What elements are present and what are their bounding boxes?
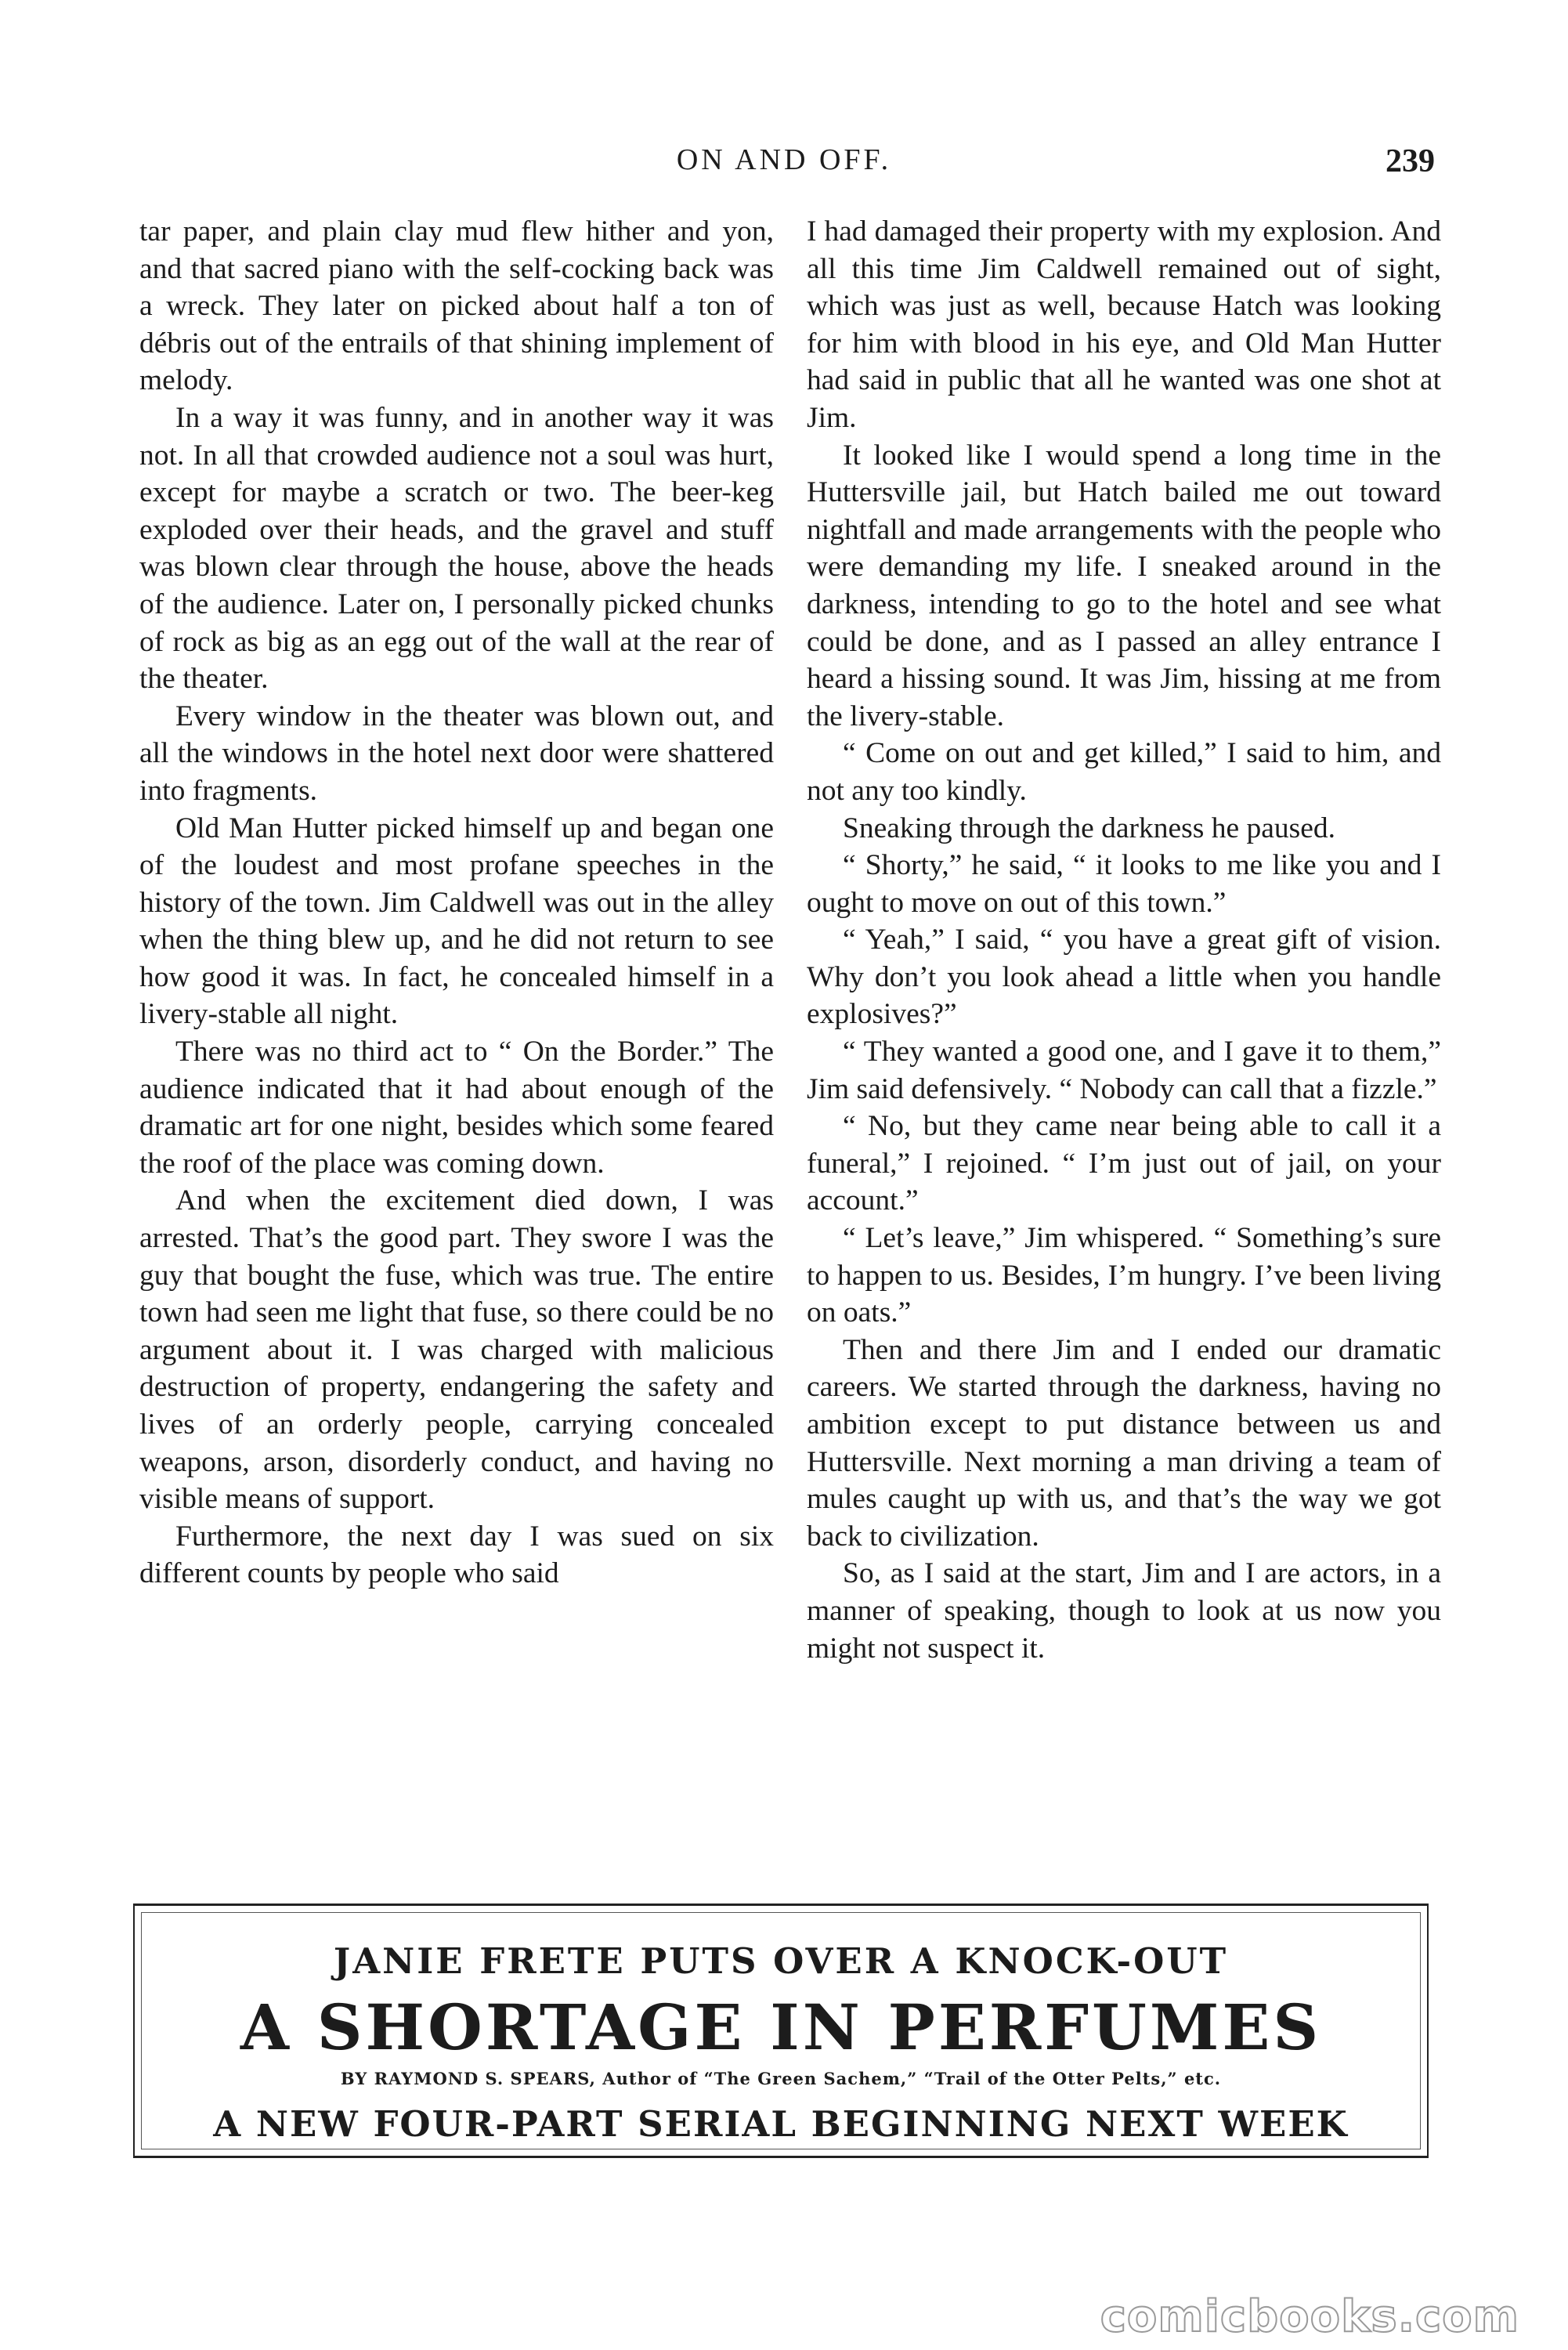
paragraph: There was no third act to “ On the Border.” The audience indicated that it had about enough of the dramatic art for one night, besides which some feared the roof of the place was coming down.	[139, 1036, 774, 1180]
right-column	[807, 213, 1441, 1667]
ad-title: A SHORTAGE IN PERFUMES	[240, 1990, 1322, 2064]
paragraph: I had damaged their property with my explosion. And all this time Jim Caldwell remained out of sight, which was just as well, because Hatch was looking for him with blood in his eye, and Old Man Hutter had said in public that all he wanted was one shot at Jim.	[807, 215, 1441, 434]
paragraph: And when the excitement died down, I was arrested. That’s the good part. They swore I was the guy that bought the fuse, which was true. The entire town had seen me light that fuse, so there could be no argument about it. I was charged with malicious destruction of property, endangering the safety and lives of an orderly people, carrying concealed weapons, arson, disorderly conduct, and having no visible means of support.	[139, 1184, 774, 1516]
paragraph: Every window in the theater was blown out, and all the windows in the hotel next door were shattered into fragments.	[139, 700, 774, 807]
watermark: comicbooks.com	[1100, 2291, 1519, 2342]
left-column	[139, 213, 774, 1593]
ad-byline: BY RAYMOND S. SPEARS, Author of “The Green Sachem,” “Trail of the Otter Pelts,” etc.	[340, 2069, 1222, 2088]
paragraph: “ Yeah,” I said, “ you have a great gift of vision. Why don’t you look ahead a little when you handle explosives?”	[807, 924, 1441, 1031]
ad-tagline: JANIE FRETE PUTS OVER A KNOCK-OUT	[333, 1940, 1229, 1982]
running-head: ON AND OFF.	[676, 143, 892, 176]
paragraph: Then and there Jim and I ended our dramatic careers. We started through the darkness, having no ambition except to put distance between us and Huttersville. Next morning a man driving a team of mules caught up with us, and that’s the way we got back to civilization.	[807, 1333, 1441, 1553]
serial-advertisement	[133, 1904, 1429, 2158]
paragraph: It looked like I would spend a long time in the Huttersville jail, but Hatch bailed me out toward nightfall and made arrangements with the people who were demanding my life. I sneaked around in the darkness, intending to go to the hotel and see what could be done, and as I passed an alley entrance I heard a hissing sound. It was Jim, hissing at me from the livery-stable.	[807, 439, 1441, 732]
ad-promo: A NEW FOUR-PART SERIAL BEGINNING NEXT WEEK	[213, 2103, 1349, 2145]
paragraph: “ No, but they came near being able to call it a funeral,” I rejoined. “ I’m just out of jail, on your account.”	[807, 1110, 1441, 1217]
paragraph: In a way it was funny, and in another way it was not. In all that crowded audience not a soul was hurt, except for maybe a scratch or two. The beer-keg exploded over their heads, and the gravel and stuff was blown clear through the house, above the heads of the audience. Later on, I personally picked chunks of rock as big as an egg out of the wall at the rear of the theater.	[139, 401, 774, 696]
paragraph: tar paper, and plain clay mud flew hither and yon, and that sacred piano with the self-cocking back was a wreck. They later on picked about half a ton of débris out of the entrails of that shining implement of melody.	[139, 215, 774, 397]
page-header	[0, 143, 1568, 182]
paragraph: Old Man Hutter picked himself up and began one of the loudest and most profane speeches in the history of the town. Jim Caldwell was out in the alley when the thing blew up, and he did not return to see how good it was. In fact, he concealed himself in a livery-stable all night.	[139, 812, 774, 1031]
paragraph: So, as I said at the start, Jim and I are actors, in a manner of speaking, though to look at us now you might not suspect it.	[807, 1557, 1441, 1665]
paragraph: Furthermore, the next day I was sued on six different counts by people who said	[139, 1520, 774, 1590]
paragraph: “ They wanted a good one, and I gave it to them,” Jim said defensively. “ Nobody can call that a fizzle.”	[807, 1036, 1441, 1105]
paragraph: “ Come on out and get killed,” I said to him, and not any too kindly.	[807, 737, 1441, 807]
page-number: 239	[1386, 143, 1435, 179]
paragraph: Sneaking through the darkness he paused.	[843, 812, 1336, 844]
paragraph: “ Shorty,” he said, “ it looks to me like you and I ought to move on out of this town.”	[807, 849, 1441, 919]
paragraph: “ Let’s leave,” Jim whispered. “ Something’s sure to happen to us. Besides, I’m hungry. I’ve been living on oats.”	[807, 1222, 1441, 1329]
